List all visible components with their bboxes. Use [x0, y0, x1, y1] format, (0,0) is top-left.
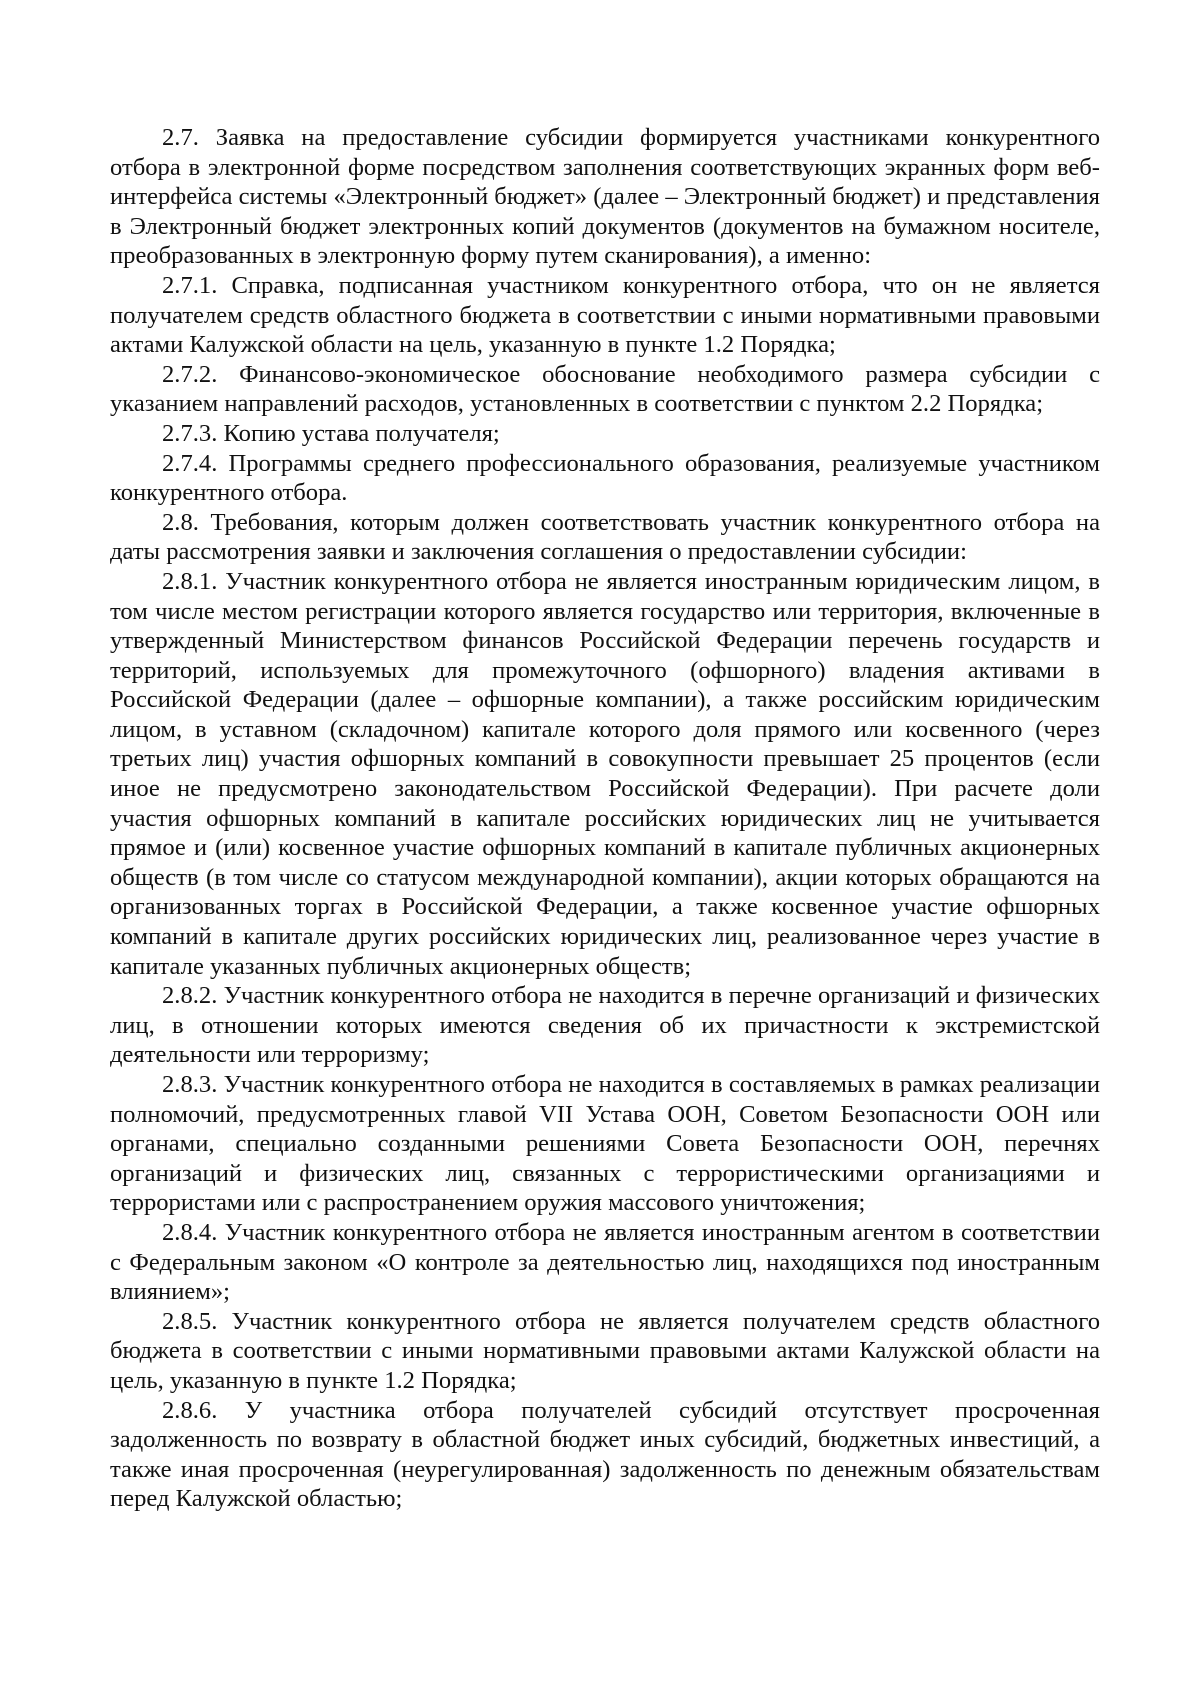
- document-page: [110, 123, 1100, 1514]
- paragraph-2-8-5: 2.8.5. Участник конкурентного отбора не является получателем средств областного бюджета в соответствии с иными нормативными правовыми актами Калужской области на цель, указанную в пункте 1.2 Порядка;: [110, 1307, 1100, 1394]
- paragraph-2-8-1: 2.8.1. Участник конкурентного отбора не является иностранным юридическим лицом, в том числе местом регистрации которого является государство или территория, включенные в утвержденный Министерством финансов Российской Федерации перечень государств и территорий, используемых для промежуточного (офшорного) владения активами в Российской Федерации (далее – офшорные компании), а также российским юридическим лицом, в уставном (складочном) капитале которого доля прямого или косвенного (через третьих лиц) участия офшорных компаний в совокупности превышает 25 процентов (если иное не предусмотрено законодательством Российской Федерации). При расчете доли участия офшорных компаний в капитале российских юридических лиц не учитывается прямое и (или) косвенное участие офшорных компаний в капитале публичных акционерных обществ (в том числе со статусом международной компании), акции которых обращаются на организованных торгах в Российской Федерации, а также косвенное участие офшорных компаний в капитале других российских юридических лиц, реализованное через участие в капитале указанных публичных акционерных обществ;: [110, 567, 1100, 980]
- paragraph-2-7-4: 2.7.4. Программы среднего профессионального образования, реализуемые участником конкурентного отбора.: [110, 449, 1100, 507]
- paragraph-2-8-4: 2.8.4. Участник конкурентного отбора не является иностранным агентом в соответствии с Федеральным законом «О контроле за деятельностью лиц, находящихся под иностранным влиянием»;: [110, 1218, 1100, 1306]
- paragraph-2-7-2: 2.7.2. Финансово-экономическое обоснование необходимого размера субсидии с указанием направлений расходов, установленных в соответствии с пунктом 2.2 Порядка;: [110, 360, 1100, 418]
- paragraph-2-8-3: 2.8.3. Участник конкурентного отбора не находится в составляемых в рамках реализации полномочий, предусмотренных главой VII Устава ООН, Советом Безопасности ООН или органами, специально созданными решениями Совета Безопасности ООН, перечнях организаций и физических лиц, связанных с террористическими организациями и террористами или с распространением оружия массового уничтожения;: [110, 1071, 1100, 1217]
- paragraph-2-7-3: 2.7.3. Копию устава получателя;: [162, 419, 500, 447]
- paragraph-2-8-6: 2.8.6. У участника отбора получателей субсидий отсутствует просроченная задолженность по возврату в областной бюджет иных субсидий, бюджетных инвестиций, а также иная просроченная (неурегулированная) задолженность по денежным обязательствам перед Калужской областью;: [110, 1396, 1100, 1513]
- paragraph-2-8-2: 2.8.2. Участник конкурентного отбора не находится в перечне организаций и физических лиц, в отношении которых имеются сведения об их причастности к экстремистской деятельности или терроризму;: [110, 982, 1100, 1069]
- paragraph-2-7: 2.7. Заявка на предоставление субсидии формируется участниками конкурентного отбора в электронной форме посредством заполнения соответствующих экранных форм веб-интерфейса системы «Электронный бюджет» (далее – Электронный бюджет) и представления в Электронный бюджет электронных копий документов (документов на бумажном носителе, преобразованных в электронную форму путем сканирования), а именно:: [110, 124, 1100, 270]
- paragraph-2-8: 2.8. Требования, которым должен соответствовать участник конкурентного отбора на даты рассмотрения заявки и заключения соглашения о предоставлении субсидии:: [110, 508, 1100, 566]
- paragraph-2-7-1: 2.7.1. Справка, подписанная участником конкурентного отбора, что он не является получателем средств областного бюджета в соответствии с иными нормативными правовыми актами Калужской области на цель, указанную в пункте 1.2 Порядка;: [110, 271, 1100, 359]
